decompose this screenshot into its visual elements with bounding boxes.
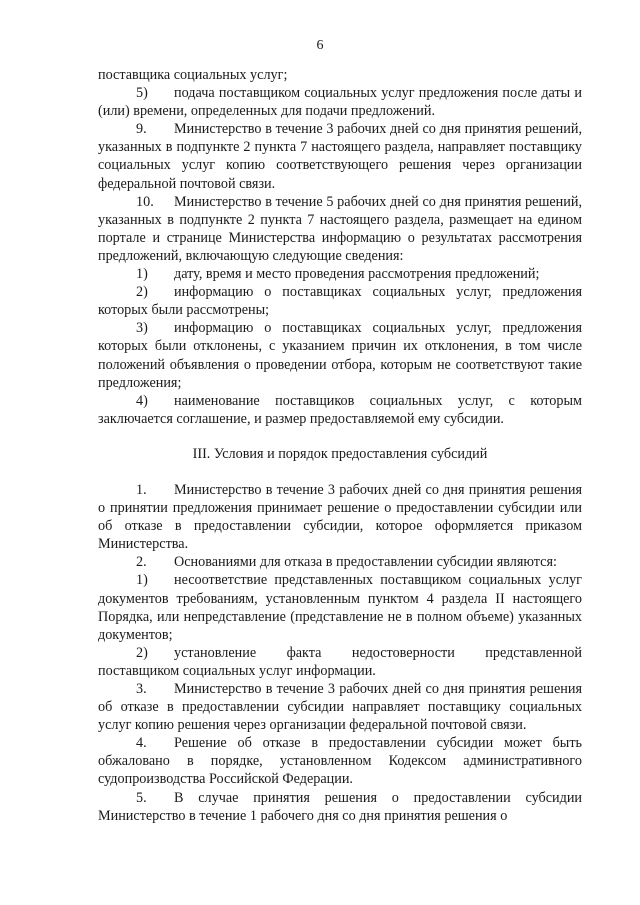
- paragraph-item: [98, 84, 582, 120]
- item-number: 9.: [136, 121, 147, 138]
- item-text: Министерство в течение 3 рабочих дней со дня принятия решений, указанных в подпункте 2 пункта 7 настоящего раздела, направляет поставщику социальных услуг копию соответствующего решения через организации федеральной почтовой связи.: [98, 121, 582, 192]
- paragraph-item: [98, 680, 582, 734]
- paragraph-item: [98, 265, 582, 283]
- paragraph-item: [98, 789, 582, 825]
- item-text: наименование поставщиков социальных услуг, с которым заключается соглашение, и размер предоставляемой ему субсидии.: [98, 392, 582, 427]
- paragraph-item: [98, 481, 582, 553]
- item-number: 3): [136, 320, 148, 337]
- item-number: 10.: [136, 193, 154, 210]
- item-number: 1): [136, 572, 148, 589]
- item-number: 5.: [136, 789, 147, 806]
- item-text: установление факта недостоверности представленной поставщиком социальных услуг информации.: [98, 644, 582, 679]
- item-number: 3.: [136, 681, 147, 697]
- item-number: 4.: [136, 735, 147, 752]
- item-text: информацию о поставщиках социальных услуг, предложения которых были рассмотрены;: [98, 284, 582, 319]
- paragraph-item: [98, 571, 582, 643]
- item-text: информацию о поставщиках социальных услуг, предложения которых были отклонены, с указанием причин их отклонения, в том числе положений объявления о проведении отбора, которым не соответствуют такие предложения;: [98, 320, 582, 391]
- item-number: 1): [136, 266, 148, 283]
- item-text: дату, время и место проведения рассмотрения предложений;: [174, 266, 540, 283]
- paragraph-item: [98, 553, 582, 571]
- paragraph-item: [98, 319, 582, 391]
- item-number: 5): [136, 85, 148, 102]
- item-number: 4): [136, 392, 148, 409]
- item-text: Министерство в течение 3 рабочих дней со дня принятия решения о принятии предложения принимает решение о предоставлении субсидии или об отказе в предоставлении субсидии, которое оформляется приказом Министерства.: [98, 481, 582, 553]
- paragraph-item: [98, 734, 582, 788]
- item-text: Решение об отказе в предоставлении субсидии может быть обжаловано в порядке, установленном Кодексом административного судопроизводства Российской Федерации.: [98, 735, 582, 788]
- paragraph-item: [98, 120, 582, 192]
- paragraph-item: [98, 283, 582, 319]
- item-number: 2): [136, 284, 148, 301]
- item-text: несоответствие представленных поставщиком социальных услуг документов требованиям, установленным пунктом 4 раздела II настоящего Порядка, или непредставление (представление не в полном объеме) указанных документов;: [98, 572, 582, 643]
- item-number: 2): [136, 644, 148, 661]
- paragraph-item: [98, 644, 582, 680]
- paragraph-item: [98, 193, 582, 265]
- page-number: 6: [316, 38, 324, 53]
- section-heading: III. Условия и порядок предоставления субсидий: [192, 445, 488, 462]
- item-text: подача поставщиком социальных услуг предложения после даты и (или) времени, определенных для подачи предложений.: [98, 85, 582, 120]
- document-body: [98, 66, 582, 825]
- item-text: Основаниями для отказа в предоставлении субсидии являются:: [174, 554, 557, 571]
- item-text: В случае принятия решения о предоставлении субсидии Министерство в течение 1 рабочего дня со дня принятия решения о: [98, 789, 582, 824]
- item-number: 2.: [136, 554, 147, 571]
- paragraph-continuation: поставщика социальных услуг;: [98, 67, 288, 83]
- item-text: Министерство в течение 3 рабочих дней со дня принятия решения об отказе в предоставлении субсидии направляет поставщику социальных услуг копию решения через организации федеральной почтовой связи.: [98, 681, 582, 734]
- paragraph-item: [98, 392, 582, 428]
- item-text: Министерство в течение 5 рабочих дней со дня принятия решений, указанных в подпункте 2 пункта 7 настоящего раздела, размещает на едином портале и странице Министерства информацию о результатах рассмотрения предложений, включающую следующие сведения:: [98, 193, 582, 264]
- item-number: 1.: [136, 481, 147, 498]
